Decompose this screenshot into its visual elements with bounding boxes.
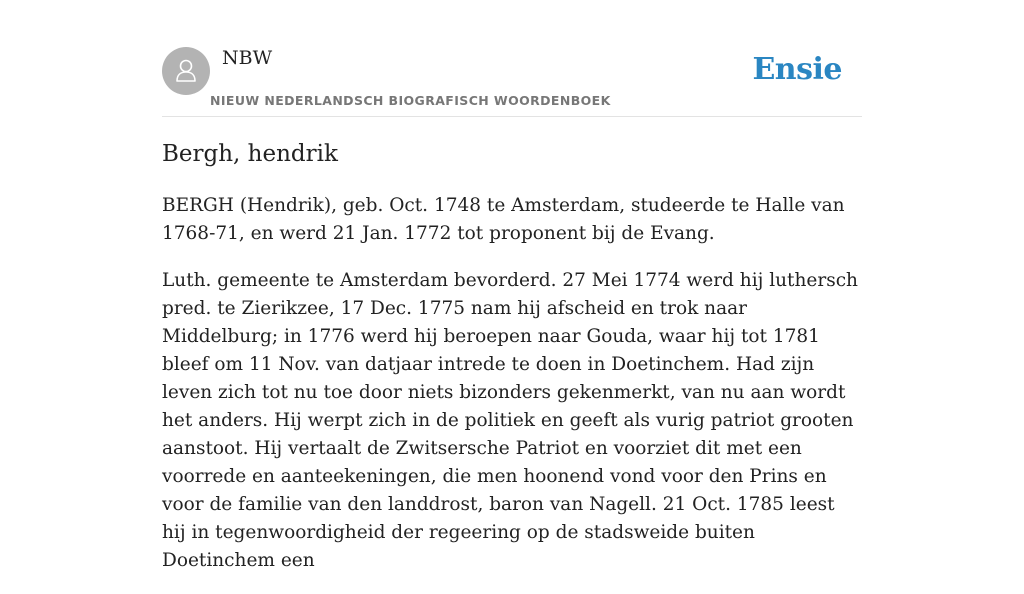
author-name[interactable]: NBW <box>222 47 273 69</box>
ensie-logo[interactable]: Ensie <box>752 52 842 87</box>
user-outline-icon <box>162 47 210 95</box>
article-body <box>162 192 862 594</box>
article-title: Bergh, hendrik <box>162 141 338 167</box>
article-paragraph: Luth. gemeente te Amsterdam bevorderd. 27 Mei 1774 werd hij luthersch pred. te Zierikzee, 17 Dec. 1775 nam hij afscheid en trok naar Middelburg; in 1776 werd hij beroepen naar Gouda, waar hij tot 1781 bleef om 11 Nov. van datjaar intrede te doen in Doetinchem. Had zijn leven zich tot nu toe door niets bizonders gekenmerkt, van nu aan wordt het anders. Hij werpt zich in de politiek en geeft als vurig patriot grooten aanstoot. Hij vertaalt de Zwitsersche Patriot en voorziet dit met een voorrede en aanteekeningen, die men hoonend vond voor den Prins en voor de familie van den landdrost, baron van Nagell. 21 Oct. 1785 leest hij in tegenwoordigheid der regeering op de stadsweide buiten Doetinchem een <box>162 270 858 571</box>
author-avatar[interactable] <box>162 47 210 95</box>
article-header <box>162 46 862 117</box>
publication-name[interactable]: NIEUW NEDERLANDSCH BIOGRAFISCH WOORDENBOEK <box>210 93 611 108</box>
article-paragraph: BERGH (Hendrik), geb. Oct. 1748 te Amsterdam, studeerde te Halle van 1768-71, en werd 21 Jan. 1772 tot proponent bij de Evang. <box>162 195 845 244</box>
